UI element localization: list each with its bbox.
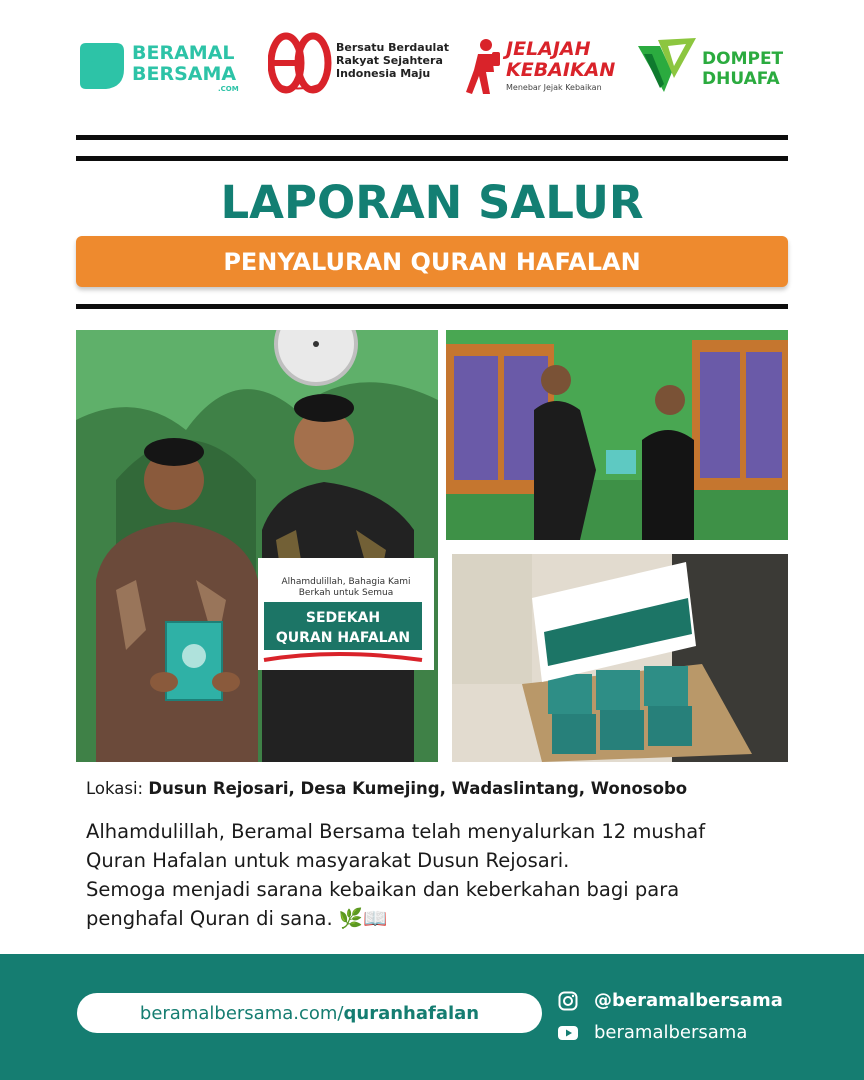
description-line-3: Semoga menjadi sarana kebaikan dan keberkahan bagi para bbox=[86, 878, 680, 901]
youtube-icon bbox=[558, 1023, 578, 1043]
dompet-dhuafa-emblem bbox=[638, 36, 698, 96]
jelajah-title-1: JELAJAH bbox=[506, 38, 591, 60]
beramal-wordmark-2: BERSAMA bbox=[132, 63, 237, 85]
photo-handover-outdoor bbox=[446, 330, 788, 540]
subtitle-text: PENYALURAN QURAN HAFALAN bbox=[223, 247, 641, 276]
number-80-emblem bbox=[268, 32, 332, 94]
hiker-icon bbox=[466, 38, 502, 96]
indonesia-80-line-3: Indonesia Maju bbox=[336, 67, 431, 80]
dompet-dhuafa-logo bbox=[638, 30, 788, 102]
indonesia-80-logo bbox=[268, 30, 458, 102]
divider-top-1 bbox=[76, 135, 788, 140]
photo-quran-boxes bbox=[452, 554, 788, 762]
sign-banner-2: QURAN HAFALAN bbox=[275, 630, 411, 646]
description-line-2: Quran Hafalan untuk masyarakat Dusun Rejosari. bbox=[86, 849, 570, 872]
indonesia-80-line-2: Rakyat Sejahtera bbox=[336, 54, 443, 67]
location-line bbox=[86, 779, 687, 798]
dompet-wordmark-2: DHUAFA bbox=[702, 69, 780, 89]
location-value: Dusun Rejosari, Desa Kumejing, Wadaslintang, Wonosobo bbox=[148, 779, 688, 798]
beramal-wordmark-3: .COM bbox=[218, 85, 239, 93]
dompet-wordmark-1: DOMPET bbox=[702, 49, 784, 69]
jelajah-title-2: KEBAIKAN bbox=[506, 59, 616, 81]
heart-icon bbox=[76, 41, 126, 91]
subtitle-banner bbox=[76, 236, 788, 287]
youtube-handle: beramalbersama bbox=[594, 1022, 748, 1043]
photo-handover-portrait bbox=[76, 330, 438, 762]
instagram-icon bbox=[558, 991, 578, 1011]
jelajah-kebaikan-logo bbox=[466, 30, 616, 102]
website-domain: beramalbersama.com/ bbox=[139, 1002, 344, 1024]
indonesia-80-line-1: Bersatu Berdaulat bbox=[336, 41, 450, 54]
sign-text-1: Alhamdulillah, Bahagia Kami bbox=[281, 577, 411, 587]
beramal-wordmark-1: BERAMAL bbox=[132, 42, 235, 64]
youtube-link[interactable] bbox=[558, 1022, 747, 1043]
location-label: Lokasi: bbox=[86, 779, 144, 798]
description-line-4: penghafal Quran di sana. 🌿📖 bbox=[86, 907, 388, 930]
instagram-link[interactable] bbox=[558, 990, 783, 1011]
website-link[interactable] bbox=[77, 993, 542, 1033]
beramal-bersama-logo bbox=[76, 30, 248, 102]
sign-banner-1: SEDEKAH bbox=[305, 610, 381, 626]
website-path: quranhafalan bbox=[343, 1002, 480, 1024]
page-title: LAPORAN SALUR bbox=[220, 176, 644, 229]
partner-logos bbox=[76, 30, 788, 102]
divider-bottom bbox=[76, 304, 788, 309]
divider-top-2 bbox=[76, 156, 788, 161]
sign-text-2: Berkah untuk Semua bbox=[298, 588, 394, 598]
description-line-1: Alhamdulillah, Beramal Bersama telah menyalurkan 12 mushaf bbox=[86, 820, 706, 843]
instagram-handle: @beramalbersama bbox=[594, 990, 783, 1011]
footer bbox=[0, 954, 864, 1080]
jelajah-tagline: Menebar Jejak Kebaikan bbox=[506, 83, 602, 92]
description bbox=[86, 817, 786, 933]
